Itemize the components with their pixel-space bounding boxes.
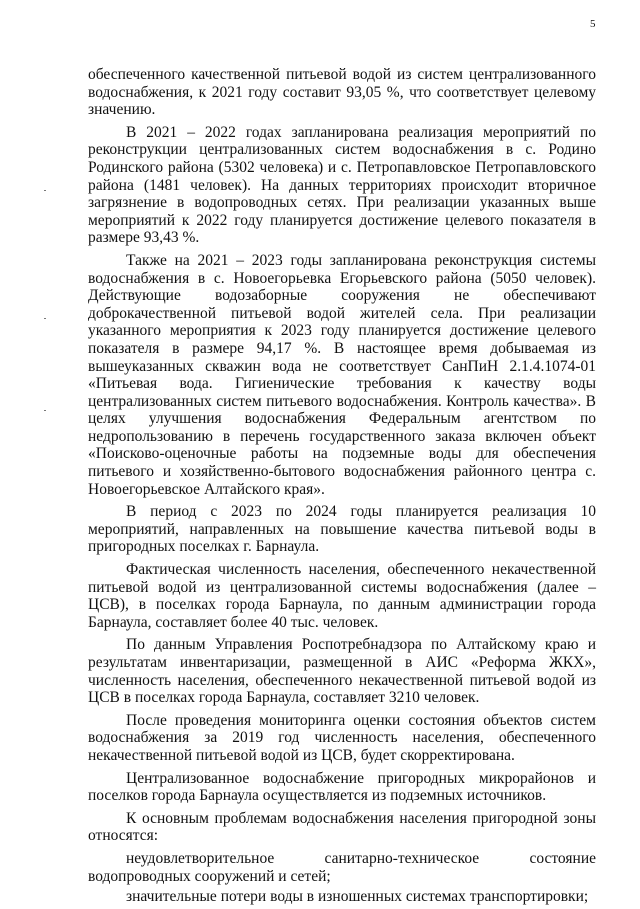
paragraph: Централизованное водоснабжение пригородных микрорайонов и поселков города Барнаула осуществляется из подземных источников. <box>88 769 596 805</box>
margin-mark <box>44 190 46 191</box>
paragraph: В период с 2023 по 2024 годы планируется реализация 10 мероприятий, направленных на повышение качества питьевой воды в пригородных поселках г. Барнаула. <box>88 503 596 556</box>
paragraph: По данным Управления Роспотребнадзора по Алтайскому краю и результатам инвентаризации, размещенной в АИС «Реформа ЖКХ», численность населения, обеспеченного некачественной питьевой водой из ЦСВ в поселках города Барнаула, составляет 3210 человек. <box>88 636 596 707</box>
paragraph: обеспеченного качественной питьевой водой из систем централизованного водоснабжения, к 2021 году составит 93,05 %, что соответствует целевому значению. <box>88 66 596 119</box>
paragraph: Также на 2021 – 2023 годы запланирована реконструкция системы водоснабжения в с. Новоегорьевка Егорьевского района (5050 человек). Действующие водозаборные сооружения не обеспечивают доброкачественной питьевой водой жителей села. При реализации указанного мероприятия к 2023 году планируется достижение целевого показателя в размере 94,17 %. В настоящее время добываемая из вышеуказанных скважин вода не соответствует СанПиН 2.1.4.1074-01 «Питьевая вода. Гигиенические требования к качеству воды централизованных систем питьевого водоснабжения. Контроль качества». В целях улучшения водоснабжения Федеральным агентством по недропользованию в перечень государственного заказа включен объект «Поисково-оценочные работы на подземные воды для обеспечения питьевого и хозяйственно-бытового водоснабжения районного центра с. Новоегорьевское Алтайского края». <box>88 251 596 498</box>
paragraph: После проведения мониторинга оценки состояния объектов систем водоснабжения за 2019 год численность населения, обеспеченного некачественной питьевой водой из ЦСВ, будет скорректирована. <box>88 711 596 764</box>
paragraph: К основным проблемам водоснабжения населения пригородной зоны относятся: <box>88 809 596 845</box>
page-number: 5 <box>590 18 596 30</box>
list-item: неудовлетворительное санитарно-техническое состояние водопроводных сооружений и сетей; <box>88 849 596 885</box>
margin-mark <box>44 318 46 319</box>
paragraph: Фактическая численность населения, обеспеченного некачественной питьевой водой из централизованной системы водоснабжения (далее – ЦСВ), в поселках города Барнаула, по данным администрации города Барнаула, составляет более 40 тыс. человек. <box>88 561 596 631</box>
margin-mark <box>44 410 46 411</box>
document-body <box>88 66 596 909</box>
paragraph: В 2021 – 2022 годах запланирована реализация мероприятий по реконструкции централизованных систем водоснабжения в с. Родино Родинского района (5302 человека) и с. Петропавловское Петропавловского района (1481 человек). На данных территориях происходит вторичное загрязнение в водопроводных сетях. При реализации указанных выше мероприятий к 2022 году планируется достижение целевого показателя в размере 93,43 %. <box>88 123 596 247</box>
list-item: значительные потери воды в изношенных системах транспортировки; <box>126 888 589 906</box>
